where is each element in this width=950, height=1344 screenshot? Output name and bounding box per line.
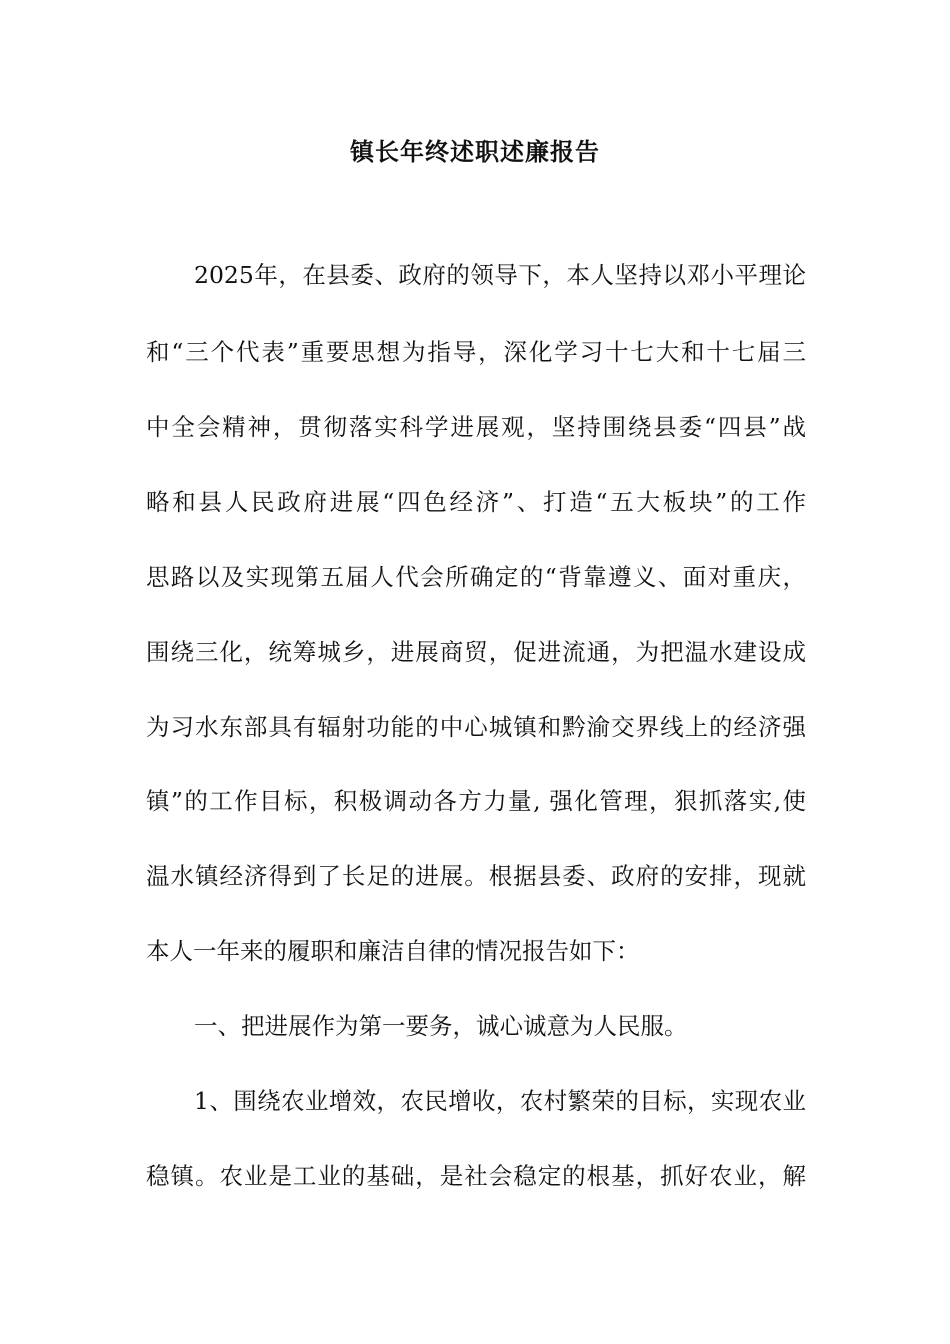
paragraph-line: 2025年，在县委、政府的领导下，本人坚持以邓小平理论 (194, 261, 806, 289)
paragraph-line: 和“三个代表”重要思想为指导，深化学习十七大和十七届三 (146, 338, 806, 366)
paragraph-line: 略和县人民政府进展“四色经济”、打造“五大板块”的工作 (146, 488, 806, 516)
paragraph-line: 本人一年来的履职和廉洁自律的情况报告如下： (146, 937, 640, 965)
paragraph-line: 稳镇。农业是工业的基础，是社会稳定的根基，抓好农业，解 (146, 1162, 806, 1190)
paragraph-line: 思路以及实现第五届人代会所确定的“背靠遵义、面对重庆， (146, 563, 806, 591)
section-heading: 一、把进展作为第一要务，诚心诚意为人民服。 (194, 1012, 688, 1040)
paragraph-line: 温水镇经济得到了长足的进展。根据县委、政府的安排，现就 (146, 862, 806, 890)
paragraph-line: 为习水东部具有辐射功能的中心城镇和黔渝交界线上的经济强 (146, 713, 806, 741)
paragraph-line: 镇”的工作目标，积极调动各方力量, 强化管理，狠抓落实,使 (146, 787, 806, 815)
paragraph-line: 中全会精神，贯彻落实科学进展观，坚持围绕县委“四县”战 (146, 413, 806, 441)
paragraph-line: 1、围绕农业增效，农民增收，农村繁荣的目标，实现农业 (194, 1087, 806, 1115)
paragraph-line: 围绕三化，统筹城乡，进展商贸，促进流通，为把温水建设成 (146, 638, 806, 666)
document-title: 镇长年终述职述廉报告 (350, 137, 600, 166)
